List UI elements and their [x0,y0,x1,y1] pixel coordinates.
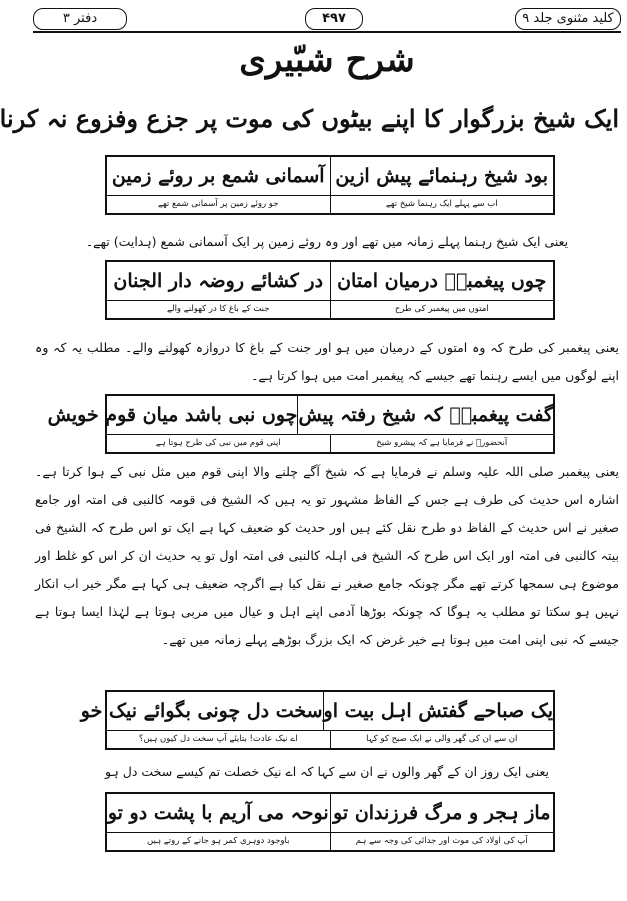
verse-1-left-gloss: جو روئے زمین پر آسمانی شمع تھے [107,196,331,213]
verse-2-right-gloss: امتوں میں پیغمبر کی طرح [394,304,489,314]
verse-1-left: آسمانی شمع بر روئے زمین [107,157,331,195]
verse-2-left: در کشائے روضہ دار الجنان [107,262,331,300]
verse-4-left-gloss: اے نیک عادت! بتایئے آپ سخت دل کیوں ہیں؟ [107,731,331,748]
verse-2-left-gloss: جنت کے باغ کا در کھولنے والے [107,301,331,318]
verse-table-2 [105,260,555,320]
page-number: ۴۹۷ [305,8,363,30]
verse-4-left: سخت دل چونی بگوائے نیک خو [81,692,324,730]
verse-2-right: چوں پیغمبرؑ درمیان امتان [337,270,547,292]
volume-box: دفتر ۳ [33,8,127,30]
verse-3-left: چوں نبی باشد میان قوم خویش [48,396,299,434]
book-title-box: کلید مثنوی جلد ۹ [515,8,621,30]
page-header [33,6,621,32]
verse-1-right-gloss: اب سے پہلے ایک رہنما شیخ تھے [385,199,498,209]
verse-3-left-gloss: اپنی قوم میں نبی کی طرح ہوتا ہے [107,435,331,452]
verse-4-right-gloss: ان سے ان کی گھر والی نے ایک صبح کو کہا [366,734,518,744]
verse-3-right: گفت پیغمبرؐ کہ شیخ رفتہ پیش [298,404,553,426]
verse-3-right-gloss: آنحضورؐ نے فرمایا ہے کہ پیشرو شیخ [376,438,508,448]
paragraph-4: یعنی ایک روز ان کے گھر والوں نے ان سے کہا کہ اے نیک خصلت تم کیسے سخت دل ہو [104,764,549,779]
paragraph-1: یعنی ایک شیخ رہنما پہلے زمانہ میں تھے اور وہ روئے زمین پر ایک آسمانی شمع (ہدایت) تھے۔ [85,234,569,249]
verse-5-right-gloss: آپ کی اولاد کی موت اور جدائی کی وجہ سے ہم [355,836,528,846]
verse-1-right: بود شیخ رہنمائے پیش ازین [335,165,549,187]
verse-table-5 [105,792,555,852]
section-title: شرح شبّیری [239,40,415,80]
verse-table-4 [80,690,555,750]
paragraph-3: یعنی پیغمبر صلی اللہ علیہ وسلم نے فرمایا ہے کہ شیخ آگے چلنے والا اپنی قوم میں مثل نبی کے ہوا کرتا ہے۔ اشارہ اس حدیث کی طرف ہے جس کے الفاظ مشہور تو یہ ہیں کہ الشیخ فی قومہ کالنبی فی امتہ اور جامع صغیر نے اس حدیث کے الفاظ دو طرح نقل کئے ہیں اور حدیث کو ضعیف کہا ہے ایک تو اس طرح کہ الشیخ فی بیتہ کالنبی فی امتہ اور ایک اس طرح کہ الشیخ فی اہلہ کالنبی فی امتہ اول تو یہ حدیث ان کر اس کو غلط اور موضوع ہی سمجھا کرتے تھے مگر چونکہ جامع صغیر نے نقل کیا ہے اگرچہ ضعیف ہی کہا ہے مگر خیر اب انکار نہیں ہو سکتا تو مطلب یہ ہوگا کہ چونکہ بوڑھا آدمی اپنے اہل و عیال میں مربی ہوتا ہے لہٰذا ایسا ہوتا ہے جیسے کہ نبی اپنی امت میں ہوتا ہے خیر غرض کہ ایک بزرگ بوڑھے پہلے زمانہ میں تھے۔ [35,464,619,647]
verse-table-1 [105,155,555,215]
verse-table-3 [47,394,555,454]
verse-5-left: نوحہ می آریم با پشت دو تو [107,794,331,832]
section-subtitle: ایک شیخ بزرگوار کا اپنے بیٹوں کی موت پر جزع وفزوع نہ کرنا [0,104,619,133]
verse-5-right: ماز ہجر و مرگ فرزندان تو [333,802,551,824]
paragraph-2: یعنی پیغمبر کی طرح کہ وہ امتوں کے درمیان میں ہو اور جنت کے باغ کا دروازہ کھولنے والے۔ مطلب یہ کہ وہ اپنے لوگوں میں ایسے رہنما تھے جیسے کہ پیغمبر امت میں ہوا کرتا ہے۔ [35,340,619,383]
verse-4-right: یک صباحے گفتش اہل بیت او [323,700,553,722]
verse-5-left-gloss: باوجود دوہری کمر ہو جانے کے روتے ہیں [107,833,331,850]
header-rule [33,31,621,33]
